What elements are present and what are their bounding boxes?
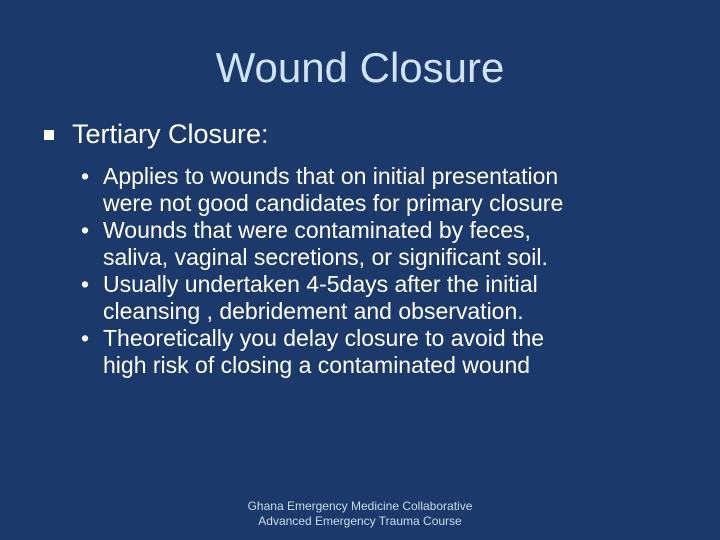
bullet-text-line: Theoretically you delay closure to avoid the xyxy=(103,325,545,351)
slide-title: Wound Closure xyxy=(215,44,505,91)
slide-footer xyxy=(160,499,560,529)
footer-line-organization: Ghana Emergency Medicine Collaborative xyxy=(247,499,473,513)
footer-line-course: Advanced Emergency Trauma Course xyxy=(258,514,462,528)
sub-bullet-item xyxy=(81,325,678,379)
bullet-text-line: Usually undertaken 4-5days after the initial xyxy=(103,271,538,297)
bullet-text-line: cleansing , debridement and observation. xyxy=(103,298,524,324)
bullet-dot-icon: • xyxy=(81,217,90,243)
bullet-text-line: saliva, vaginal secretions, or significant soil. xyxy=(103,244,548,270)
sub-bullet-item xyxy=(81,271,678,325)
main-bullet-text: Tertiary Closure: xyxy=(72,119,269,149)
sub-bullet-list xyxy=(81,163,678,379)
sub-bullet-item xyxy=(81,217,678,271)
bullet-dot-icon: • xyxy=(81,325,90,351)
bullet-text-line: high risk of closing a contaminated wound xyxy=(103,352,531,378)
sub-bullet-item xyxy=(81,163,678,217)
main-bullet xyxy=(44,116,684,152)
bullet-dot-icon: • xyxy=(81,271,90,297)
bullet-text-line: Applies to wounds that on initial presentation xyxy=(103,163,559,189)
square-bullet-icon xyxy=(44,130,54,140)
main-bullet-row xyxy=(44,116,684,152)
bullet-dot-icon: • xyxy=(81,163,90,189)
bullet-text-line: Wounds that were contaminated by feces, xyxy=(103,217,531,243)
bullet-text-line: were not good candidates for primary closure xyxy=(103,190,564,216)
